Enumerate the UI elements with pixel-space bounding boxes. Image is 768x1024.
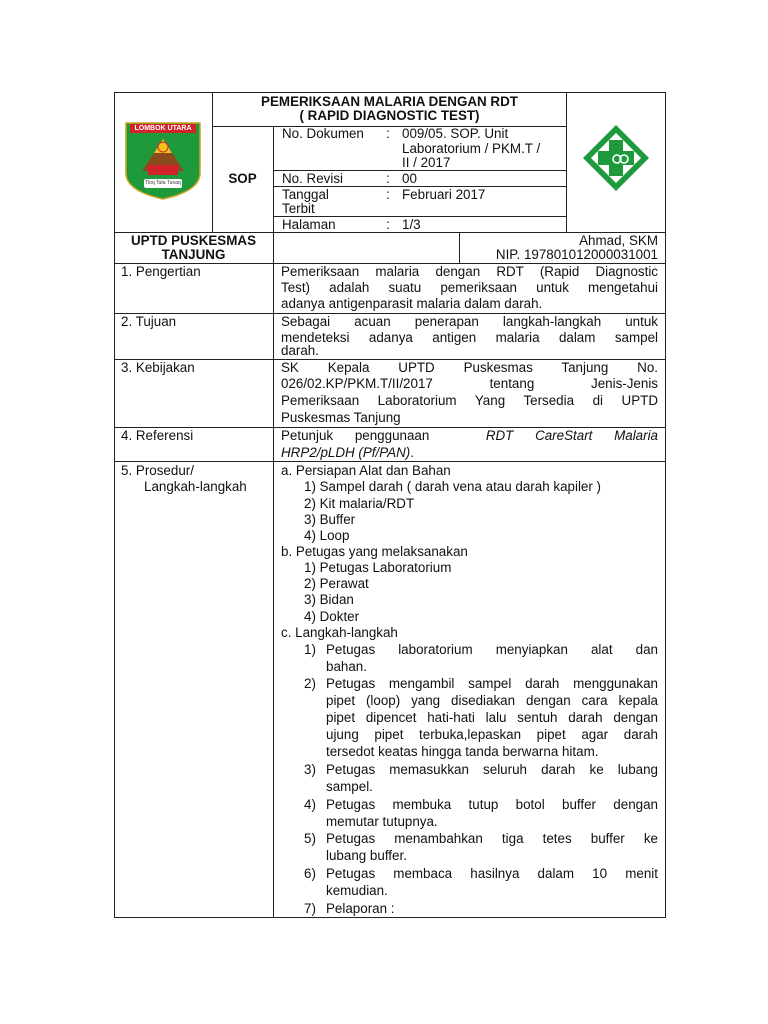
step-text: Pelaporan : bbox=[326, 901, 395, 916]
puskesmas-logo bbox=[580, 122, 652, 194]
prosedur-b-item: 2) Perawat bbox=[304, 576, 369, 591]
field-colon: : bbox=[386, 217, 390, 232]
logo-left-motto: Tioq Tata Tunaq bbox=[145, 180, 181, 186]
step-text: lubang buffer. bbox=[326, 848, 407, 863]
field-value-no-dokumen: Laboratorium / PKM.T / bbox=[402, 141, 541, 156]
step-number: 4) bbox=[304, 797, 316, 812]
referensi-suffix: . bbox=[410, 445, 414, 460]
step-text: bahan. bbox=[326, 659, 367, 674]
prosedur-c-title: c. Langkah-langkah bbox=[281, 625, 398, 640]
prosedur-a-item: 1) Sampel darah ( darah vena atau darah kapiler ) bbox=[304, 479, 602, 494]
step-text: memutar tutupnya. bbox=[326, 814, 438, 829]
kebijakan-text: 026/02.KP/PKM.T/II/2017 tentang Jenis-Jenis bbox=[281, 376, 658, 391]
referensi-italic: RDT CareStart Malaria bbox=[485, 428, 658, 443]
field-colon: : bbox=[386, 187, 390, 202]
sop-label: SOP bbox=[228, 171, 257, 186]
field-value-no-dokumen: II / 2017 bbox=[402, 155, 451, 170]
tujuan-text: Sebagai acuan penerapan langkah-langkah untuk bbox=[281, 314, 658, 329]
field-colon: : bbox=[386, 126, 390, 141]
step-number: 2) bbox=[304, 676, 316, 691]
step-number: 3) bbox=[304, 762, 316, 777]
section-label-prosedur: 5. Prosedur/ bbox=[121, 463, 194, 478]
step-number: 6) bbox=[304, 866, 316, 881]
step-text: Petugas laboratorium menyiapkan alat dan bbox=[326, 642, 658, 657]
prosedur-a-item: 4) Loop bbox=[304, 528, 350, 543]
section-label-tujuan: 2. Tujuan bbox=[121, 314, 177, 329]
signer-nip: NIP. 197801012000031001 bbox=[495, 247, 658, 262]
lombok-utara-logo bbox=[124, 121, 202, 201]
step-text: Petugas membaca hasilnya dalam 10 menit bbox=[326, 866, 658, 881]
step-number: 7) bbox=[304, 901, 316, 916]
section-label-prosedur: Langkah-langkah bbox=[144, 479, 247, 494]
prosedur-a-item: 2) Kit malaria/RDT bbox=[304, 496, 415, 511]
field-label-halaman: Halaman bbox=[282, 217, 336, 232]
field-colon: : bbox=[386, 171, 390, 186]
kebijakan-text: Pemeriksaan Laboratorium Yang Tersedia di UPTD bbox=[281, 393, 658, 408]
field-value-halaman: 1/3 bbox=[402, 217, 421, 232]
field-value-no-dokumen: 009/05. SOP. Unit bbox=[402, 126, 509, 141]
prosedur-a-item: 3) Buffer bbox=[304, 512, 356, 527]
section-label-referensi: 4. Referensi bbox=[121, 428, 194, 443]
signer-name: Ahmad, SKM bbox=[579, 233, 658, 248]
referensi-line2 bbox=[281, 445, 414, 461]
field-label-tanggal: Terbit bbox=[282, 201, 315, 216]
tujuan-text: darah. bbox=[281, 343, 319, 358]
prosedur-b-item: 3) Bidan bbox=[304, 592, 354, 607]
step-text: pipet dipencet hati-hati lalu sentuh darah dengan bbox=[326, 710, 658, 725]
section-label-pengertian: 1. Pengertian bbox=[121, 264, 201, 279]
pengertian-text: Pemeriksaan malaria dengan RDT (Rapid Diagnostic bbox=[281, 264, 658, 279]
step-text: Petugas menambahkan tiga tetes buffer ke bbox=[326, 831, 658, 846]
kebijakan-text: SK Kepala UPTD Puskesmas Tanjung No. bbox=[281, 360, 658, 375]
field-value-no-revisi: 00 bbox=[402, 171, 417, 186]
step-text: ujung pipet terbuka,lepaskan pipet agar darah bbox=[326, 727, 658, 742]
step-text: sampel. bbox=[326, 779, 373, 794]
referensi-prefix: Petunjuk penggunaan bbox=[281, 428, 430, 443]
pengertian-text: Test) adalah suatu pemeriksaan untuk mengetahui bbox=[281, 280, 658, 295]
doc-title-line2: ( RAPID DIAGNOSTIC TEST) bbox=[299, 108, 480, 123]
field-label-tanggal: Tanggal bbox=[282, 187, 329, 202]
step-text: tersedot keatas hingga tanda berwarna hitam. bbox=[326, 744, 599, 759]
step-text: Petugas mengambil sampel darah menggunakan bbox=[326, 676, 658, 691]
doc-title-line1: PEMERIKSAAN MALARIA DENGAN RDT bbox=[261, 94, 518, 109]
logo-left-title: LOMBOK UTARA bbox=[134, 125, 192, 132]
step-number: 1) bbox=[304, 642, 316, 657]
kebijakan-text: Puskesmas Tanjung bbox=[281, 410, 401, 425]
field-label-no-revisi: No. Revisi bbox=[282, 171, 344, 186]
section-label-kebijakan: 3. Kebijakan bbox=[121, 360, 195, 375]
prosedur-a-title: a. Persiapan Alat dan Bahan bbox=[281, 463, 451, 478]
step-number: 5) bbox=[304, 831, 316, 846]
step-text: Petugas memasukkan seluruh darah ke lubang bbox=[326, 762, 658, 777]
prosedur-b-item: 1) Petugas Laboratorium bbox=[304, 560, 452, 575]
field-value-tanggal: Februari 2017 bbox=[402, 187, 486, 202]
pengertian-text: adanya antigenparasit malaria dalam darah. bbox=[281, 296, 543, 311]
referensi-italic: HRP2/pLDH (Pf/PAN) bbox=[281, 445, 411, 460]
org-name: UPTD PUSKESMAS bbox=[131, 233, 256, 248]
step-text: kemudian. bbox=[326, 883, 388, 898]
org-name: TANJUNG bbox=[161, 247, 226, 262]
prosedur-b-item: 4) Dokter bbox=[304, 609, 360, 624]
prosedur-b-title: b. Petugas yang melaksanakan bbox=[281, 544, 468, 559]
step-text: Petugas membuka tutup botol buffer dengan bbox=[326, 797, 658, 812]
field-label-no-dokumen: No. Dokumen bbox=[282, 126, 364, 141]
tujuan-text: mendeteksi adanya antigen malaria dalam sampel bbox=[281, 330, 658, 345]
referensi-line1 bbox=[281, 428, 658, 444]
step-text: pipet (loop) yang disediakan dengan cara kepala bbox=[326, 693, 658, 708]
